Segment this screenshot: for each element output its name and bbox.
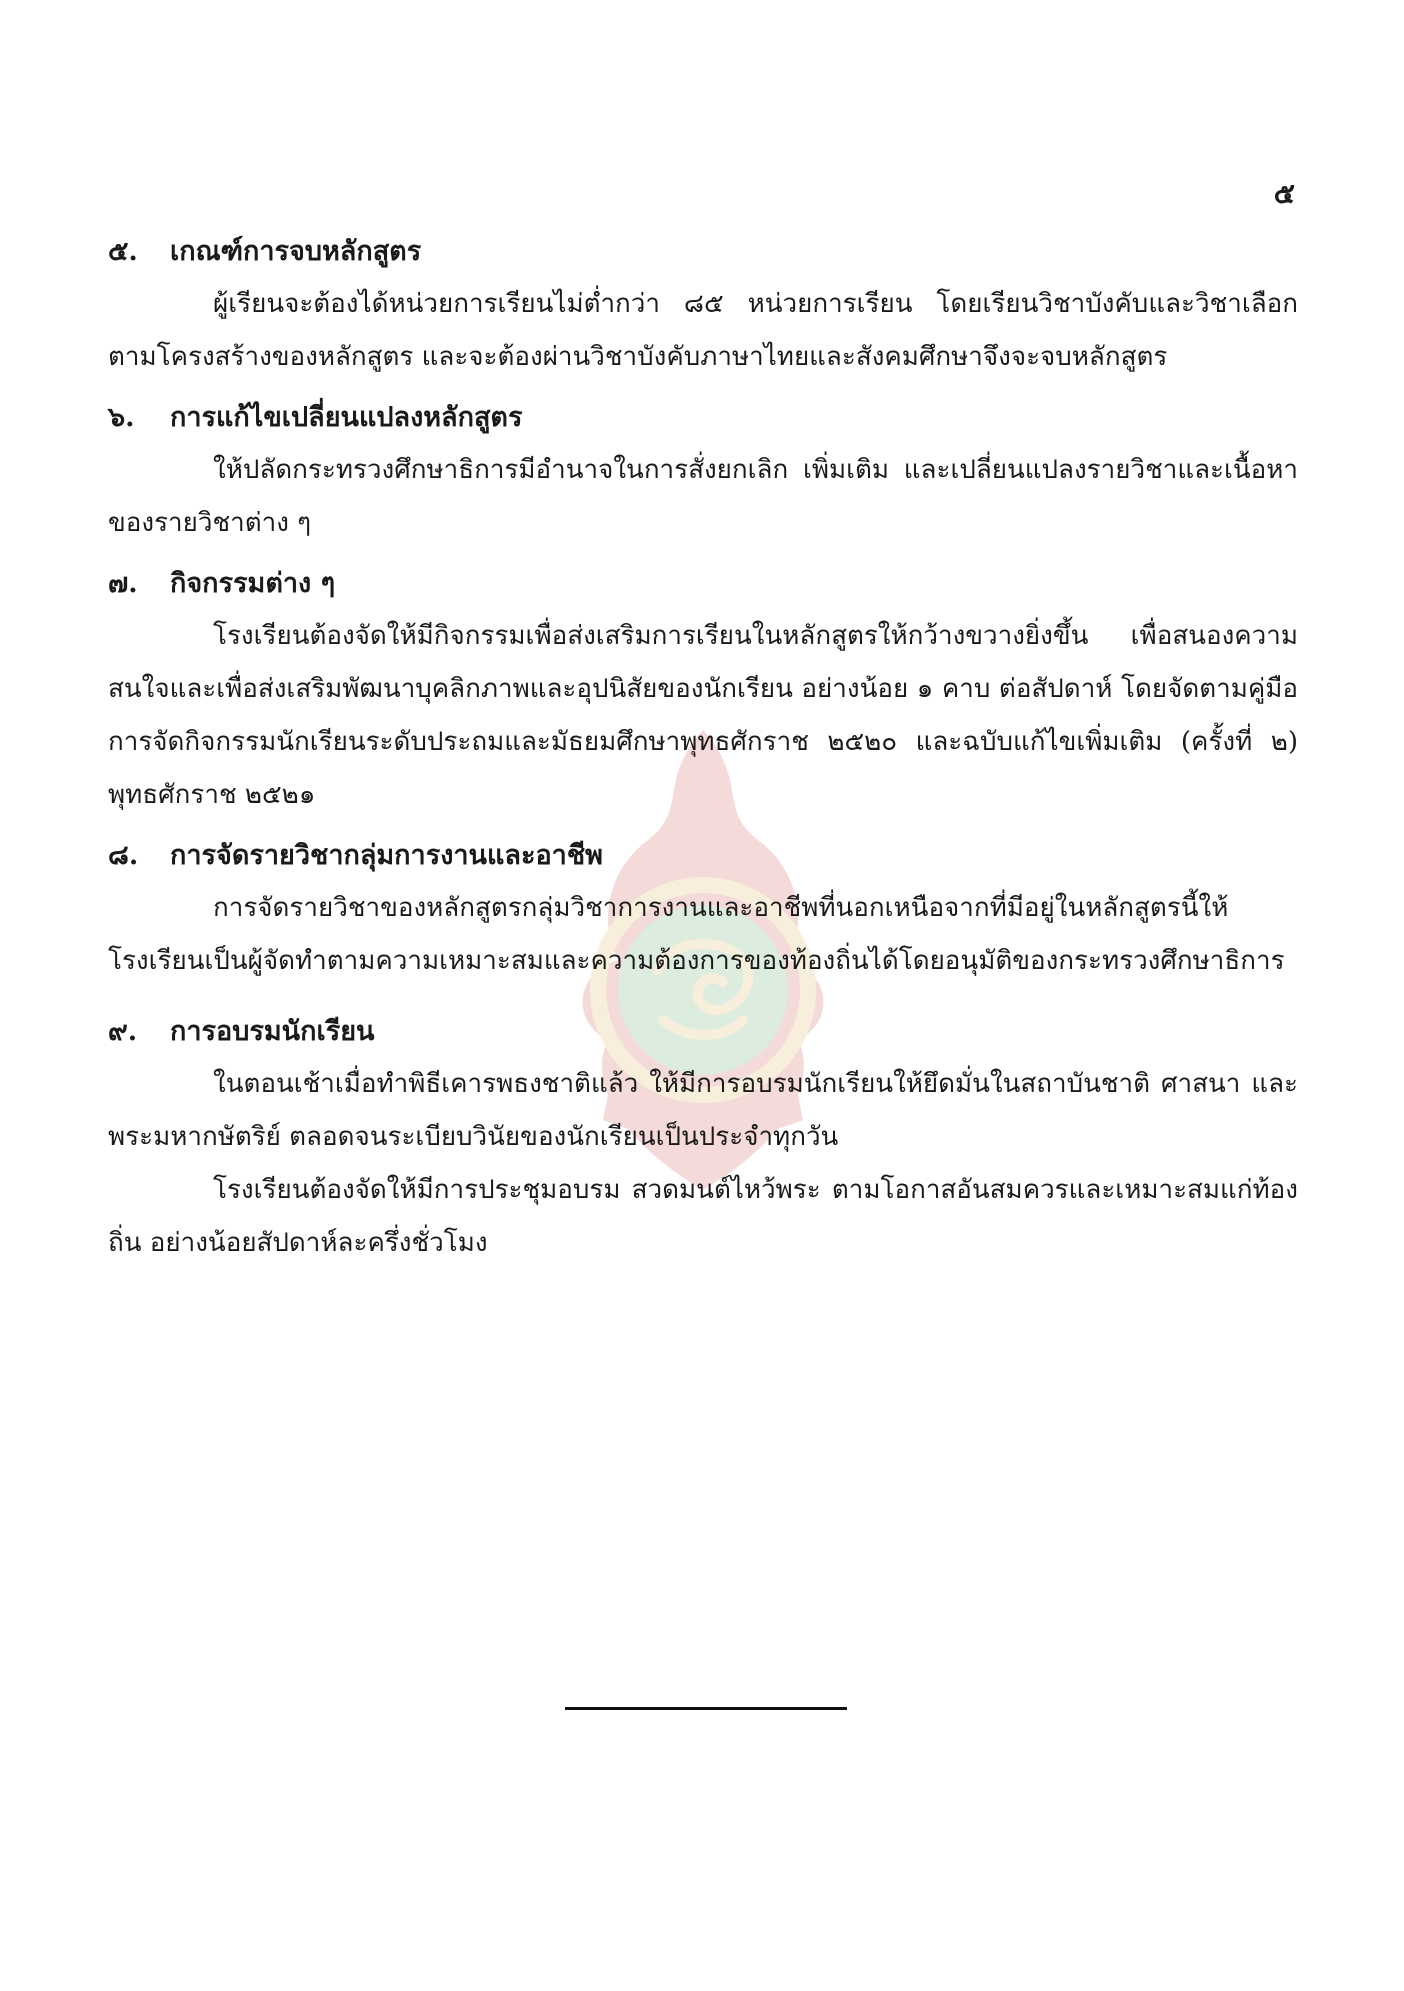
section-number: ๖. [108, 402, 135, 433]
section-heading [108, 836, 1298, 876]
paragraph: โรงเรียนต้องจัดให้มีกิจกรรมเพื่อส่งเสริมการเรียนในหลักสูตรให้กว้างขวางยิ่งขึ้น เพื่อสนองความสนใจและเพื่อส่งเสริมพัฒนาบุคลิกภาพและอุปนิสัยของนักเรียน อย่างน้อย ๑ คาบ ต่อสัปดาห์ โดยจัดตามคู่มือการจัดกิจกรรมนักเรียนระดับประถมและมัธยมศึกษาพุทธศักราช ๒๕๒๐ และฉบับแก้ไขเพิ่มเติม (ครั้งที่ ๒) พุทธศักราช ๒๕๒๑ [108, 621, 1298, 810]
paragraph: ให้ปลัดกระทรวงศึกษาธิการมีอำนาจในการสั่งยกเลิก เพิ่มเติม และเปลี่ยนแปลงรายวิชาและเนื้อหาของรายวิชาต่าง ๆ [108, 455, 1298, 538]
section-graduation-criteria [108, 232, 1298, 384]
section-number: ๙. [108, 1016, 138, 1047]
paragraph: การจัดรายวิชาของหลักสูตรกลุ่มวิชาการงานและอาชีพที่นอกเหนือจากที่มีอยู่ในหลักสูตรนี้ให้โรงเรียนเป็นผู้จัดทำตามความเหมาะสมและความต้องการของท้องถิ่นได้โดยอนุมัติของกระทรวงศึกษาธิการ [108, 893, 1285, 976]
section-title: การอบรมนักเรียน [170, 1016, 375, 1047]
section-heading [108, 232, 1298, 272]
section-occupational-subjects [108, 836, 1298, 988]
paragraph: โรงเรียนต้องจัดให้มีการประชุมอบรม สวดมนต์ไหว้พระ ตามโอกาสอันสมควรและเหมาะสมแก่ท้องถิ่น อย่างน้อยสัปดาห์ละครึ่งชั่วโมง [108, 1175, 1298, 1258]
section-title: เกณฑ์การจบหลักสูตร [170, 236, 422, 267]
section-activities [108, 564, 1298, 822]
section-curriculum-changes [108, 398, 1298, 550]
section-heading [108, 398, 1298, 438]
section-heading [108, 564, 1298, 604]
paragraph: ผู้เรียนจะต้องได้หน่วยการเรียนไม่ต่ำกว่า ๘๕ หน่วยการเรียน โดยเรียนวิชาบังคับและวิชาเลือกตามโครงสร้างของหลักสูตร และจะต้องผ่านวิชาบังคับภาษาไทยและสังคมศึกษาจึงจะจบหลักสูตร [108, 289, 1298, 372]
section-title: การจัดรายวิชากลุ่มการงานและอาชีพ [170, 840, 603, 871]
end-of-page-divider [565, 1707, 847, 1710]
section-number: ๗. [108, 568, 138, 599]
section-number: ๕. [108, 236, 138, 267]
page-number: ๕ [1273, 177, 1295, 210]
section-title: การแก้ไขเปลี่ยนแปลงหลักสูตร [170, 402, 523, 433]
paragraph: ในตอนเช้าเมื่อทำพิธีเคารพธงชาติแล้ว ให้มีการอบรมนักเรียนให้ยึดมั่นในสถาบันชาติ ศาสนา และพระมหากษัตริย์ ตลอดจนระเบียบวินัยของนักเรียนเป็นประจำทุกวัน [108, 1069, 1298, 1152]
section-number: ๘. [108, 840, 139, 871]
section-student-training [108, 1012, 1298, 1270]
section-heading [108, 1012, 1298, 1052]
section-title: กิจกรรมต่าง ๆ [170, 568, 336, 599]
document-body [108, 232, 1298, 1284]
